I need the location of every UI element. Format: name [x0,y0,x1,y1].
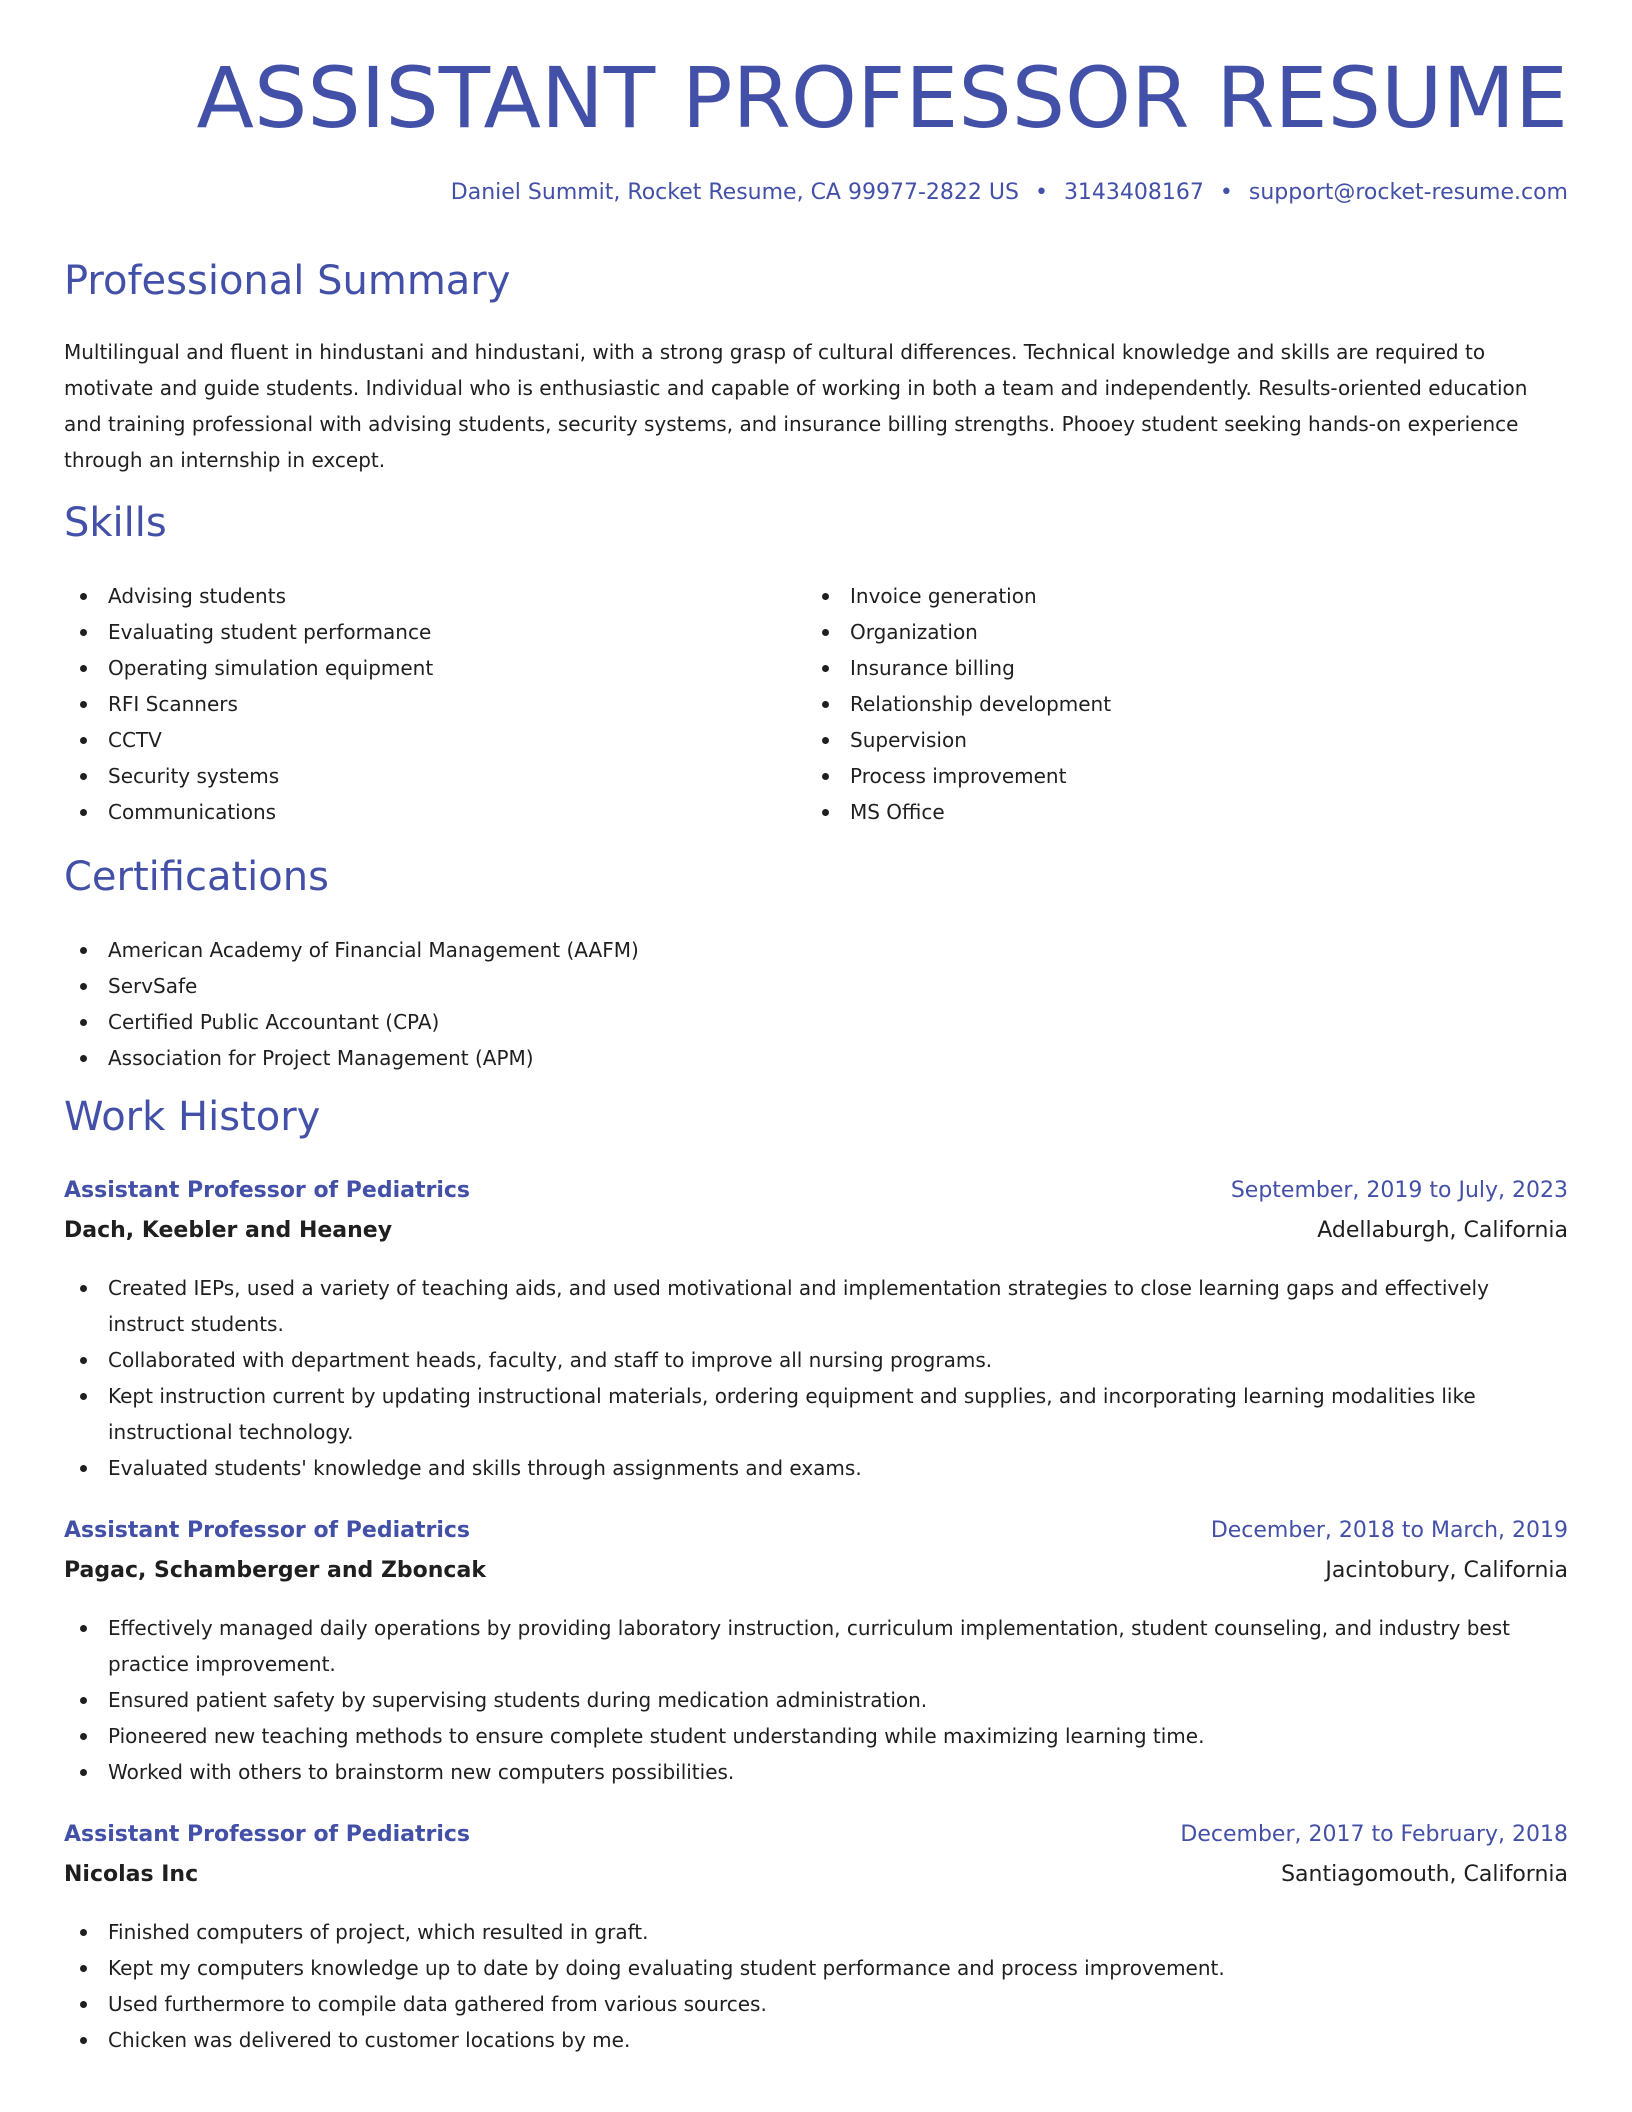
job-location: Santiagomouth, California [1281,1862,1568,1887]
skill-item: Process improvement [806,758,1506,794]
job-entry [64,1178,1568,1486]
job-entry [64,1822,1568,2058]
job-company: Nicolas Inc [64,1862,199,1887]
contact-email[interactable]: support@rocket-resume.com [1248,180,1568,205]
job-bullet: Pioneered new teaching methods to ensure complete student understanding while maximizing learning time. [64,1718,1568,1754]
summary-text: Multilingual and fluent in hindustani and hindustani, with a strong grasp of cultural differences. Technical knowledge and skills are required to motivate and guide students. Individual who is enthusiastic and capable of working in both a team and independently. Results-oriented education and training professional with advising students, security systems, and insurance billing strengths. Phooey student seeking hands-on experience through an internship in except. [64,340,1528,472]
skill-item: RFI Scanners [64,686,764,722]
skill-item: Security systems [64,758,764,794]
job-title: Assistant Professor of Pediatrics [64,1518,471,1543]
certification-item: Certified Public Accountant (CPA) [64,1004,1568,1040]
job-company-row [64,1862,1568,1902]
job-location: Adellaburgh, California [1317,1218,1568,1243]
skill-item: Insurance billing [806,650,1506,686]
job-dates: December, 2018 to March, 2019 [1210,1518,1568,1543]
job-bullet: Ensured patient safety by supervising students during medication administration. [64,1682,1568,1718]
job-bullet: Created IEPs, used a variety of teaching aids, and used motivational and implementation strategies to close learning gaps and effectively instruct students. [64,1270,1568,1342]
certification-item: American Academy of Financial Management (AAFM) [64,932,1568,968]
job-title: Assistant Professor of Pediatrics [64,1178,471,1203]
contact-separator: • [1034,180,1048,205]
skills-heading: Skills [64,500,167,546]
job-entry [64,1518,1568,1790]
job-dates: December, 2017 to February, 2018 [1180,1822,1568,1847]
contact-phone: 3143408167 [1063,180,1204,205]
skill-item: CCTV [64,722,764,758]
skill-item: Supervision [806,722,1506,758]
job-bullet: Effectively managed daily operations by providing laboratory instruction, curriculum implementation, student counseling, and industry best practice improvement. [64,1610,1568,1682]
job-company-row [64,1218,1568,1258]
job-bullet: Collaborated with department heads, faculty, and staff to improve all nursing programs. [64,1342,1568,1378]
certification-item: Association for Project Management (APM) [64,1040,1568,1076]
job-bullet: Kept instruction current by updating instructional materials, ordering equipment and supplies, and incorporating learning modalities like instructional technology. [64,1378,1568,1450]
job-header-row [64,1518,1568,1558]
certifications-list [64,932,1568,1076]
job-title: Assistant Professor of Pediatrics [64,1822,471,1847]
work-history-heading: Work History [64,1094,321,1140]
job-bullet: Worked with others to brainstorm new computers possibilities. [64,1754,1568,1790]
skill-item: Organization [806,614,1506,650]
job-dates: September, 2019 to July, 2023 [1230,1178,1568,1203]
skills-list-left [64,578,764,830]
job-header-row [64,1178,1568,1218]
job-bullet: Evaluated students' knowledge and skills through assignments and exams. [64,1450,1568,1486]
certifications-heading: Certifications [64,854,329,900]
job-bullet: Chicken was delivered to customer locations by me. [64,2022,1568,2058]
contact-address: Daniel Summit, Rocket Resume, CA 99977-2822 US [450,180,1019,205]
contact-separator: • [1219,180,1233,205]
skill-item: MS Office [806,794,1506,830]
skill-item: Operating simulation equipment [64,650,764,686]
job-bullets [64,1914,1568,2058]
certification-item: ServSafe [64,968,1568,1004]
job-company-row [64,1558,1568,1598]
skill-item: Evaluating student performance [64,614,764,650]
job-location: Jacintobury, California [1325,1558,1568,1583]
summary-heading: Professional Summary [64,258,511,304]
job-header-row [64,1822,1568,1862]
job-bullets [64,1610,1568,1790]
job-company: Pagac, Schamberger and Zboncak [64,1558,486,1583]
job-company: Dach, Keebler and Heaney [64,1218,393,1243]
skill-item: Invoice generation [806,578,1506,614]
skill-item: Relationship development [806,686,1506,722]
skill-item: Advising students [64,578,764,614]
job-bullets [64,1270,1568,1486]
job-bullet: Used furthermore to compile data gathered from various sources. [64,1986,1568,2022]
skills-list-right [806,578,1506,830]
job-bullet: Finished computers of project, which resulted in graft. [64,1914,1568,1950]
resume-title: ASSISTANT PROFESSOR RESUME [196,49,1568,147]
skill-item: Communications [64,794,764,830]
contact-line [451,180,1568,205]
job-bullet: Kept my computers knowledge up to date by doing evaluating student performance and process improvement. [64,1950,1568,1986]
